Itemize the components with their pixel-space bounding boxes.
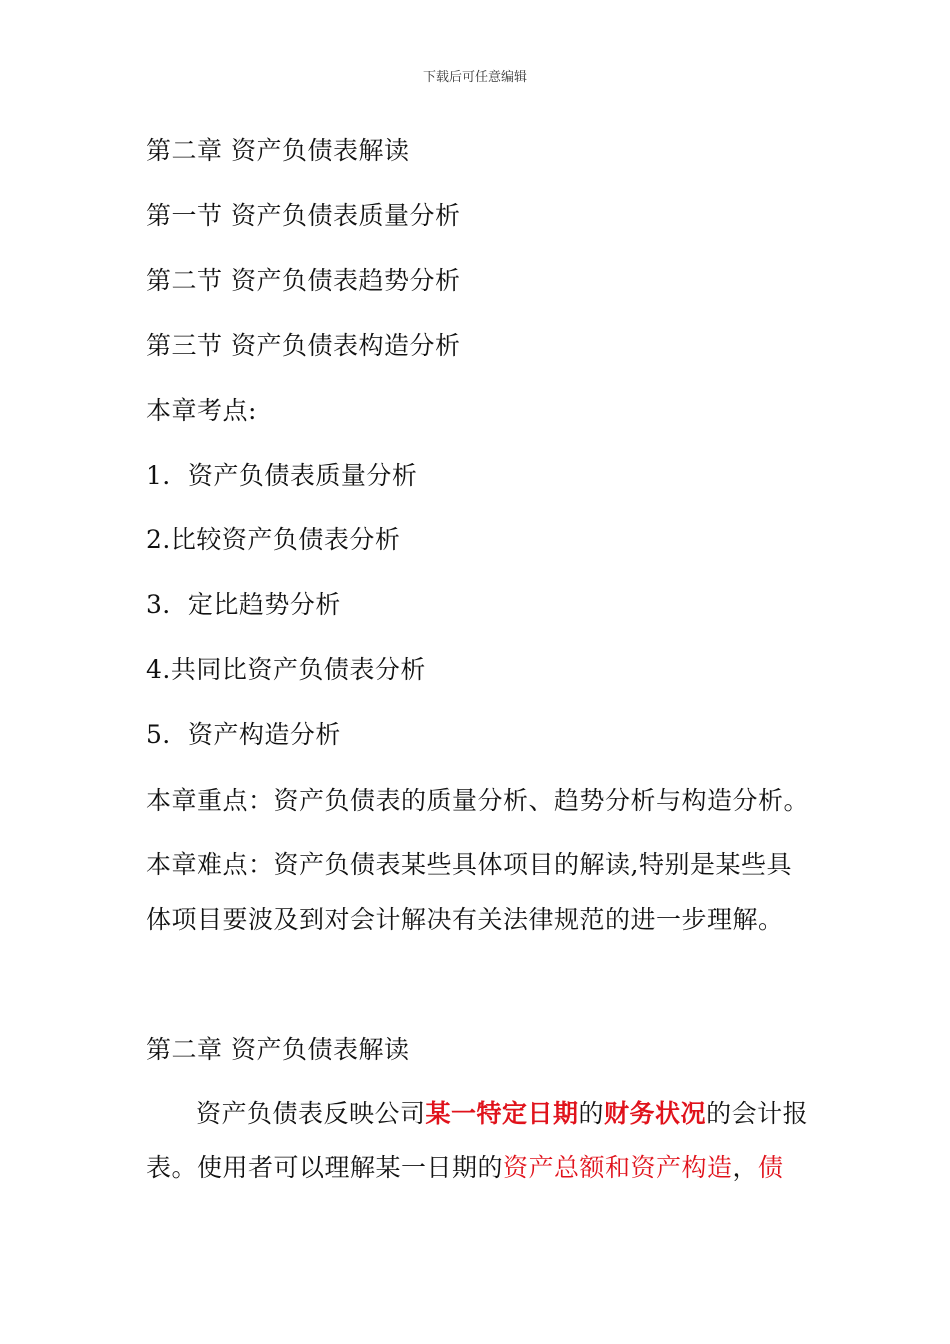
intro-text: 的 xyxy=(578,1099,605,1128)
exam-point-5: 5．资产构造分析 xyxy=(146,720,341,749)
intro-text: ， xyxy=(732,1153,759,1182)
section-1-title: 第一节 资产负债表质量分析 xyxy=(146,201,461,230)
chapter-title: 第二章 资产负债表解读 xyxy=(146,136,410,165)
highlight-financial-status: 财务状况 xyxy=(604,1099,707,1128)
section-2-title: 第二节 资产负债表趋势分析 xyxy=(146,266,461,295)
intro-text: 资产负债表反映公司 xyxy=(196,1099,426,1128)
difficulties-line-2: 体项目要波及到对会计解决有关法律规范的进一步理解。 xyxy=(146,905,784,934)
exam-point-3: 3．定比趋势分析 xyxy=(146,590,341,619)
exam-point-2: 2.比较资产负债表分析 xyxy=(146,525,401,554)
section-3-title: 第三节 资产负债表构造分析 xyxy=(146,331,461,360)
chapter-title-repeat: 第二章 资产负债表解读 xyxy=(146,1035,410,1064)
exam-point-4: 4.共同比资产负债表分析 xyxy=(146,655,426,684)
highlight-asset-total: 资产总额和资产构造 xyxy=(503,1153,733,1182)
intro-paragraph-line-1 xyxy=(196,1096,808,1132)
page-header: 下载后可任意编辑 xyxy=(422,70,527,85)
key-points: 本章重点：资产负债表的质量分析、趋势分析与构造分析。 xyxy=(146,786,810,815)
exam-point-1: 1．资产负债表质量分析 xyxy=(146,461,418,490)
exam-points-heading: 本章考点: xyxy=(146,396,257,425)
difficulties-line-1: 本章难点：资产负债表某些具体项目的解读,特别是某些具 xyxy=(146,850,792,879)
highlight-debt: 债 xyxy=(758,1153,784,1182)
highlight-specific-date: 某一特定日期 xyxy=(425,1099,579,1128)
intro-text: 的会计报 xyxy=(706,1099,809,1128)
intro-text: 表。使用者可以理解某一日期的 xyxy=(146,1153,504,1182)
intro-paragraph-line-2 xyxy=(146,1150,784,1186)
